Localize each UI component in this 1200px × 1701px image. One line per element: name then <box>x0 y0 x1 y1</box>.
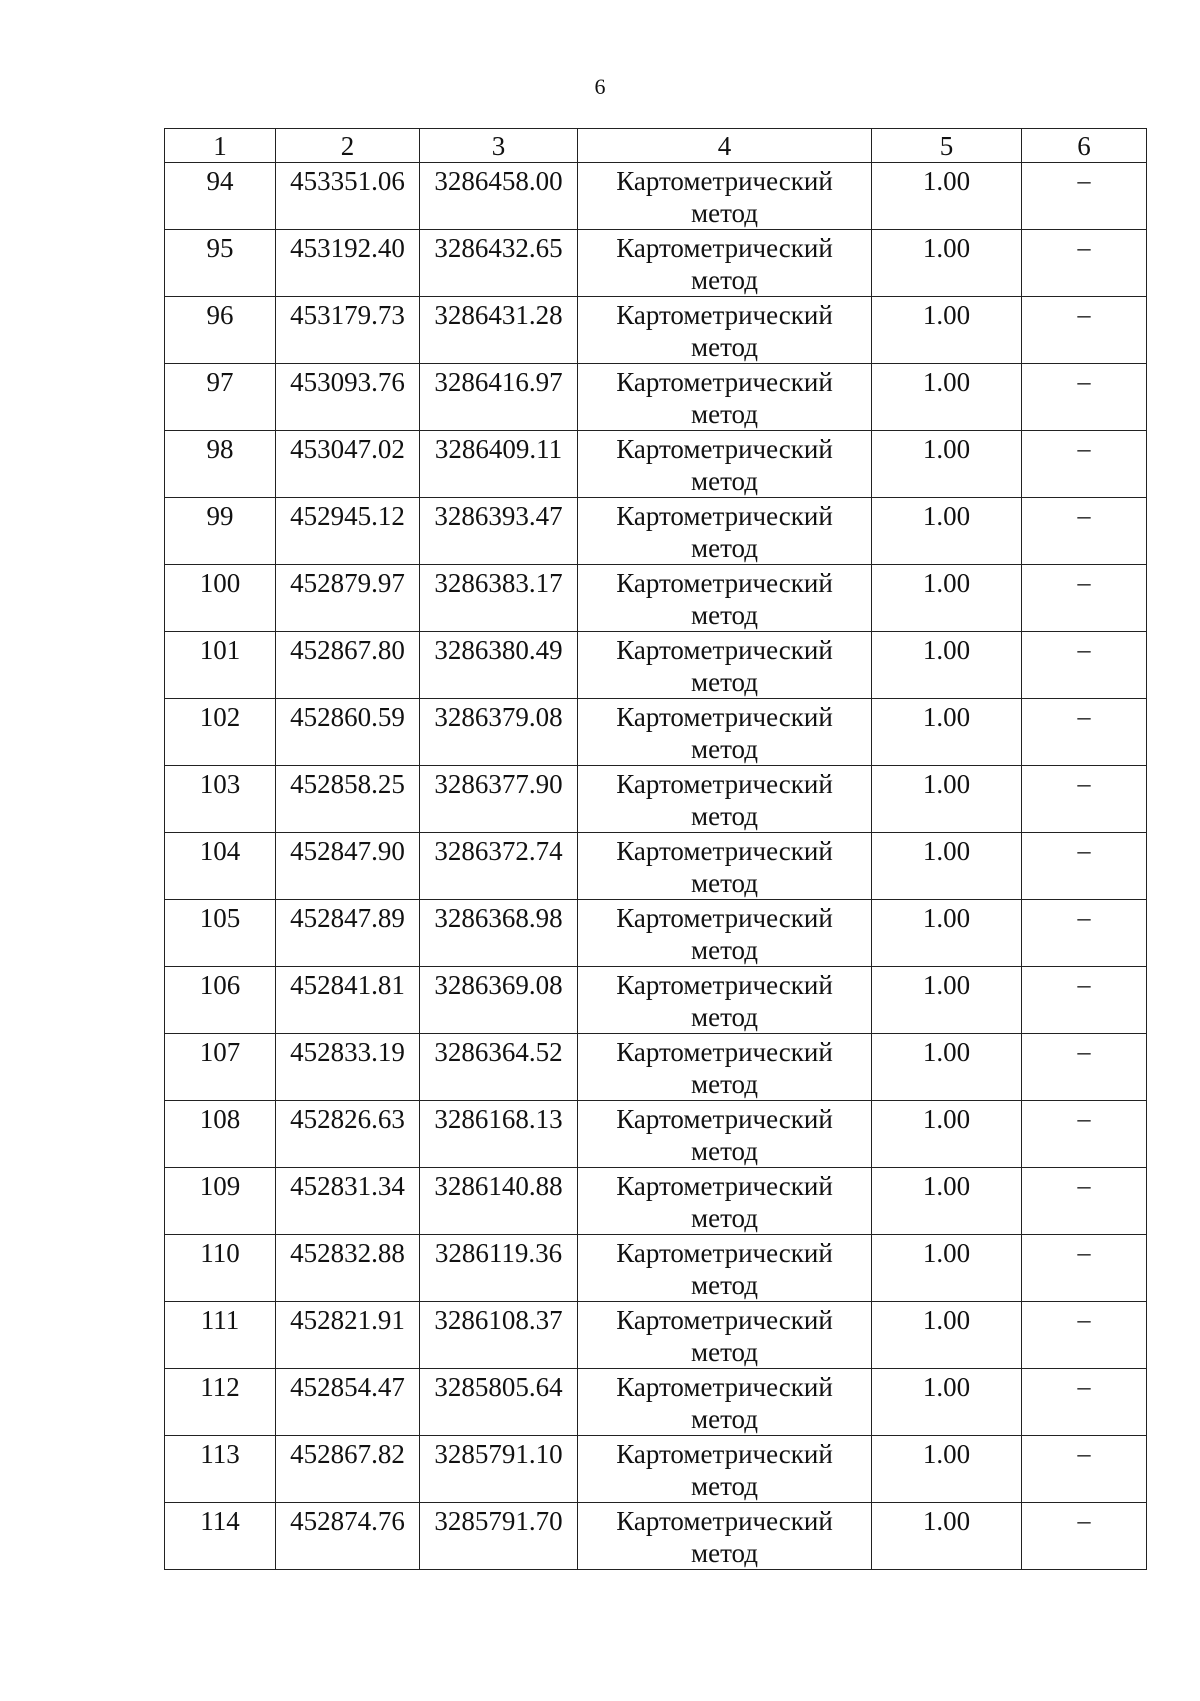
accuracy-cell: 1.00 <box>872 1235 1022 1302</box>
note-cell: – <box>1022 1503 1147 1570</box>
table-row <box>165 1235 1147 1302</box>
table-row <box>165 632 1147 699</box>
coordinate-x-cell: 452860.59 <box>276 699 420 766</box>
accuracy-cell: 1.00 <box>872 1101 1022 1168</box>
column-header-1: 1 <box>165 129 276 163</box>
point-number-cell: 96 <box>165 297 276 364</box>
point-number-cell: 107 <box>165 1034 276 1101</box>
coordinate-y-cell: 3286140.88 <box>420 1168 578 1235</box>
accuracy-cell: 1.00 <box>872 431 1022 498</box>
note-cell: – <box>1022 1436 1147 1503</box>
column-header-2: 2 <box>276 129 420 163</box>
coordinate-x-cell: 452833.19 <box>276 1034 420 1101</box>
coordinate-y-cell: 3286383.17 <box>420 565 578 632</box>
point-number-cell: 98 <box>165 431 276 498</box>
coordinate-x-cell: 452821.91 <box>276 1302 420 1369</box>
point-number-cell: 104 <box>165 833 276 900</box>
table-row <box>165 1369 1147 1436</box>
accuracy-cell: 1.00 <box>872 1369 1022 1436</box>
note-cell: – <box>1022 766 1147 833</box>
coordinate-x-cell: 453093.76 <box>276 364 420 431</box>
coordinate-x-cell: 452847.90 <box>276 833 420 900</box>
table-row <box>165 1503 1147 1570</box>
coordinate-x-cell: 452847.89 <box>276 900 420 967</box>
method-cell: Картометрический метод <box>578 1369 872 1436</box>
point-number-cell: 113 <box>165 1436 276 1503</box>
column-header-5: 5 <box>872 129 1022 163</box>
accuracy-cell: 1.00 <box>872 1302 1022 1369</box>
point-number-cell: 110 <box>165 1235 276 1302</box>
method-cell: Картометрический метод <box>578 431 872 498</box>
coordinate-x-cell: 452858.25 <box>276 766 420 833</box>
method-cell: Картометрический метод <box>578 1503 872 1570</box>
note-cell: – <box>1022 900 1147 967</box>
method-cell: Картометрический метод <box>578 297 872 364</box>
note-cell: – <box>1022 1101 1147 1168</box>
coordinate-y-cell: 3286108.37 <box>420 1302 578 1369</box>
point-number-cell: 106 <box>165 967 276 1034</box>
coordinate-x-cell: 452832.88 <box>276 1235 420 1302</box>
method-cell: Картометрический метод <box>578 967 872 1034</box>
method-cell: Картометрический метод <box>578 1436 872 1503</box>
table-row <box>165 230 1147 297</box>
accuracy-cell: 1.00 <box>872 163 1022 230</box>
column-header-3: 3 <box>420 129 578 163</box>
accuracy-cell: 1.00 <box>872 632 1022 699</box>
method-cell: Картометрический метод <box>578 1302 872 1369</box>
accuracy-cell: 1.00 <box>872 1168 1022 1235</box>
accuracy-cell: 1.00 <box>872 900 1022 967</box>
table-header-row <box>165 129 1147 163</box>
method-cell: Картометрический метод <box>578 1034 872 1101</box>
table-row <box>165 699 1147 766</box>
table-row <box>165 1101 1147 1168</box>
coordinate-y-cell: 3286119.36 <box>420 1235 578 1302</box>
coordinate-x-cell: 453047.02 <box>276 431 420 498</box>
coordinate-y-cell: 3286364.52 <box>420 1034 578 1101</box>
point-number-cell: 101 <box>165 632 276 699</box>
coordinate-x-cell: 453192.40 <box>276 230 420 297</box>
note-cell: – <box>1022 1235 1147 1302</box>
method-cell: Картометрический метод <box>578 565 872 632</box>
coordinate-x-cell: 452841.81 <box>276 967 420 1034</box>
note-cell: – <box>1022 699 1147 766</box>
table-row <box>165 967 1147 1034</box>
note-cell: – <box>1022 1034 1147 1101</box>
table-row <box>165 766 1147 833</box>
method-cell: Картометрический метод <box>578 364 872 431</box>
accuracy-cell: 1.00 <box>872 1436 1022 1503</box>
note-cell: – <box>1022 1302 1147 1369</box>
coordinate-y-cell: 3286409.11 <box>420 431 578 498</box>
method-cell: Картометрический метод <box>578 699 872 766</box>
coordinate-x-cell: 452867.80 <box>276 632 420 699</box>
point-number-cell: 105 <box>165 900 276 967</box>
column-header-4: 4 <box>578 129 872 163</box>
accuracy-cell: 1.00 <box>872 230 1022 297</box>
note-cell: – <box>1022 1369 1147 1436</box>
coordinates-table <box>164 128 1147 1570</box>
coordinate-x-cell: 452945.12 <box>276 498 420 565</box>
point-number-cell: 103 <box>165 766 276 833</box>
table-row <box>165 498 1147 565</box>
coordinate-x-cell: 453351.06 <box>276 163 420 230</box>
accuracy-cell: 1.00 <box>872 766 1022 833</box>
coordinate-y-cell: 3286369.08 <box>420 967 578 1034</box>
coordinate-y-cell: 3285791.70 <box>420 1503 578 1570</box>
table-row <box>165 900 1147 967</box>
table-row <box>165 163 1147 230</box>
accuracy-cell: 1.00 <box>872 364 1022 431</box>
method-cell: Картометрический метод <box>578 1101 872 1168</box>
coordinate-y-cell: 3285791.10 <box>420 1436 578 1503</box>
coordinate-x-cell: 452854.47 <box>276 1369 420 1436</box>
coordinate-y-cell: 3286368.98 <box>420 900 578 967</box>
coordinate-x-cell: 452826.63 <box>276 1101 420 1168</box>
coordinate-y-cell: 3286393.47 <box>420 498 578 565</box>
accuracy-cell: 1.00 <box>872 297 1022 364</box>
accuracy-cell: 1.00 <box>872 1503 1022 1570</box>
table-row <box>165 1302 1147 1369</box>
point-number-cell: 111 <box>165 1302 276 1369</box>
coordinate-y-cell: 3286431.28 <box>420 297 578 364</box>
accuracy-cell: 1.00 <box>872 565 1022 632</box>
accuracy-cell: 1.00 <box>872 498 1022 565</box>
point-number-cell: 109 <box>165 1168 276 1235</box>
method-cell: Картометрический метод <box>578 498 872 565</box>
coordinate-y-cell: 3286458.00 <box>420 163 578 230</box>
coordinate-y-cell: 3286168.13 <box>420 1101 578 1168</box>
note-cell: – <box>1022 1168 1147 1235</box>
accuracy-cell: 1.00 <box>872 967 1022 1034</box>
coordinate-y-cell: 3286372.74 <box>420 833 578 900</box>
method-cell: Картометрический метод <box>578 632 872 699</box>
table-row <box>165 1436 1147 1503</box>
accuracy-cell: 1.00 <box>872 833 1022 900</box>
coordinate-y-cell: 3286379.08 <box>420 699 578 766</box>
coordinate-y-cell: 3285805.64 <box>420 1369 578 1436</box>
point-number-cell: 102 <box>165 699 276 766</box>
note-cell: – <box>1022 498 1147 565</box>
table-row <box>165 1034 1147 1101</box>
accuracy-cell: 1.00 <box>872 699 1022 766</box>
point-number-cell: 100 <box>165 565 276 632</box>
coordinate-y-cell: 3286377.90 <box>420 766 578 833</box>
coordinate-y-cell: 3286416.97 <box>420 364 578 431</box>
point-number-cell: 99 <box>165 498 276 565</box>
point-number-cell: 94 <box>165 163 276 230</box>
note-cell: – <box>1022 632 1147 699</box>
coordinate-x-cell: 452831.34 <box>276 1168 420 1235</box>
method-cell: Картометрический метод <box>578 1168 872 1235</box>
coordinate-x-cell: 452874.76 <box>276 1503 420 1570</box>
column-header-6: 6 <box>1022 129 1147 163</box>
note-cell: – <box>1022 297 1147 364</box>
point-number-cell: 112 <box>165 1369 276 1436</box>
table-row <box>165 431 1147 498</box>
table-row <box>165 1168 1147 1235</box>
method-cell: Картометрический метод <box>578 900 872 967</box>
note-cell: – <box>1022 431 1147 498</box>
method-cell: Картометрический метод <box>578 163 872 230</box>
note-cell: – <box>1022 565 1147 632</box>
coordinate-y-cell: 3286380.49 <box>420 632 578 699</box>
coordinate-y-cell: 3286432.65 <box>420 230 578 297</box>
point-number-cell: 97 <box>165 364 276 431</box>
point-number-cell: 108 <box>165 1101 276 1168</box>
note-cell: – <box>1022 967 1147 1034</box>
page-number: 6 <box>594 74 606 99</box>
coordinate-x-cell: 452879.97 <box>276 565 420 632</box>
table-row <box>165 833 1147 900</box>
table-row <box>165 297 1147 364</box>
coordinate-x-cell: 452867.82 <box>276 1436 420 1503</box>
note-cell: – <box>1022 364 1147 431</box>
table-body <box>165 163 1147 1570</box>
method-cell: Картометрический метод <box>578 766 872 833</box>
table-row <box>165 364 1147 431</box>
note-cell: – <box>1022 163 1147 230</box>
accuracy-cell: 1.00 <box>872 1034 1022 1101</box>
point-number-cell: 114 <box>165 1503 276 1570</box>
method-cell: Картометрический метод <box>578 833 872 900</box>
coordinate-x-cell: 453179.73 <box>276 297 420 364</box>
point-number-cell: 95 <box>165 230 276 297</box>
method-cell: Картометрический метод <box>578 230 872 297</box>
method-cell: Картометрический метод <box>578 1235 872 1302</box>
note-cell: – <box>1022 833 1147 900</box>
note-cell: – <box>1022 230 1147 297</box>
table-row <box>165 565 1147 632</box>
